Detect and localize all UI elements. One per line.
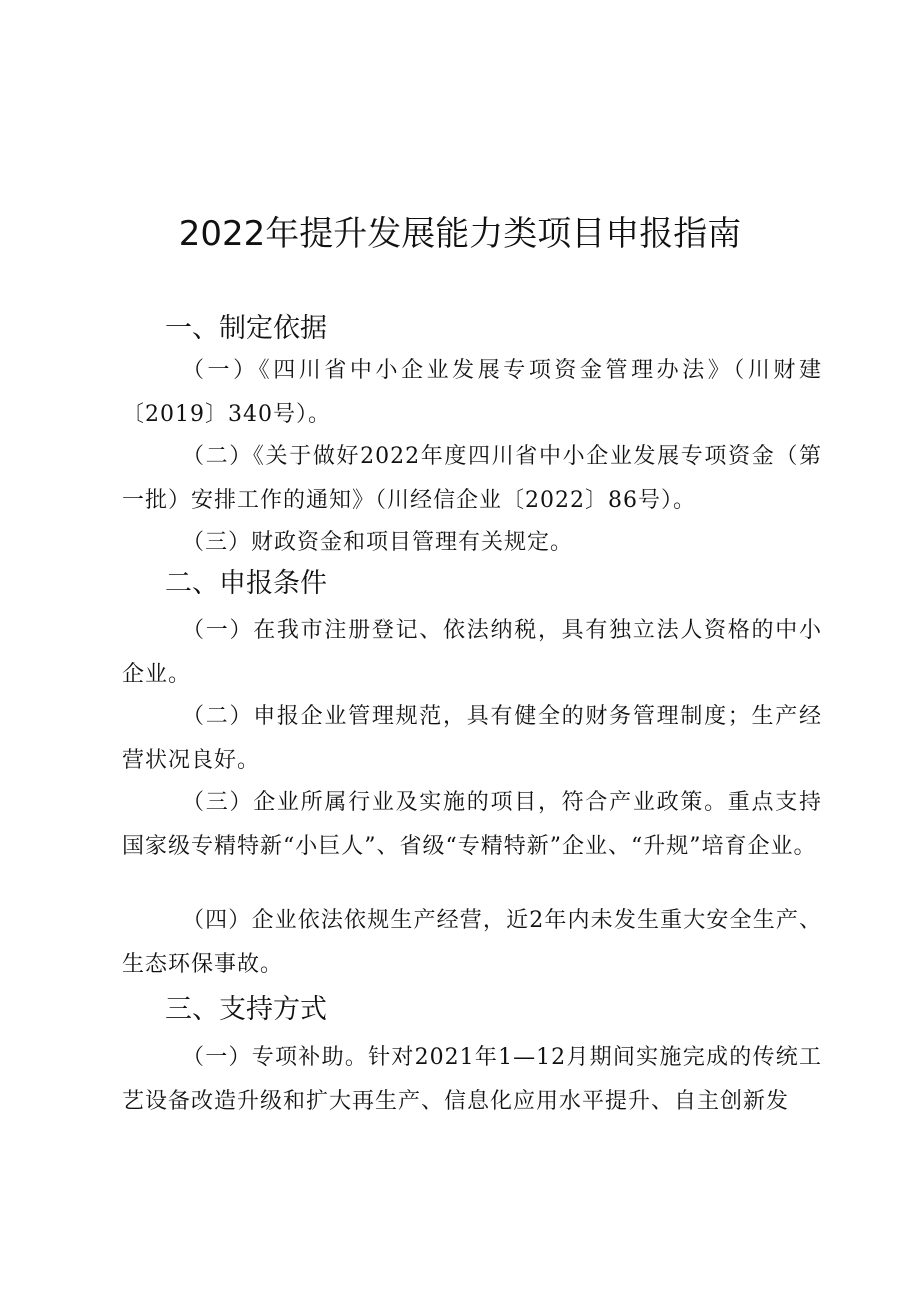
paragraph-conditions-3: （三）企业所属行业及实施的项目，符合产业政策。重点支持国家级专精特新“小巨人”、省级“专精特新”企业、“升规”培育企业。 <box>122 790 822 859</box>
paragraph-conditions-2: （二）申报企业管理规范，具有健全的财务管理制度；生产经营状况良好。 <box>122 704 822 773</box>
section-heading-conditions: 二、申报条件 <box>165 568 327 599</box>
paragraph-basis-1: （一）《四川省中小企业发展专项资金管理办法》（川财建〔2019〕340号）。 <box>122 358 822 427</box>
paragraph-support-1: （一）专项补助。针对2021年1—12月期间实施完成的传统工艺设备改造升级和扩大再生产、信息化应用水平提升、自主创新发 <box>122 1045 822 1114</box>
paragraph-conditions-4: （四）企业依法依规生产经营，近2年内未发生重大安全生产、生态环保事故。 <box>122 908 822 977</box>
section-heading-basis: 一、制定依据 <box>165 313 327 344</box>
document-title: 2022年提升发展能力类项目申报指南 <box>178 214 742 254</box>
section-heading-support: 三、支持方式 <box>165 994 327 1025</box>
paragraph-basis-2: （二）《关于做好2022年度四川省中小企业发展专项资金（第一批）安排工作的通知》（川经信企业〔2022〕86号）。 <box>122 444 822 513</box>
paragraph-basis-3: （三）财政资金和项目管理有关规定。 <box>182 530 574 555</box>
paragraph-conditions-1: （一）在我市注册登记、依法纳税，具有独立法人资格的中小企业。 <box>122 618 822 687</box>
